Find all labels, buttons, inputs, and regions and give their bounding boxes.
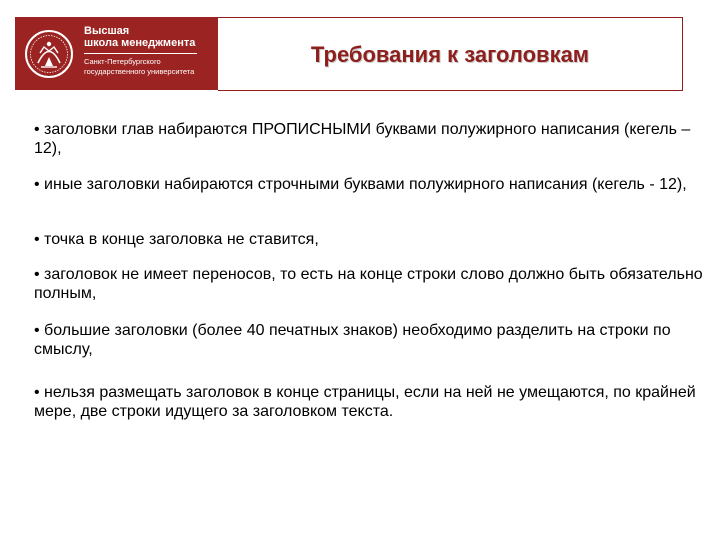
logo-wordmark: [84, 25, 197, 76]
list-item: • заголовок не имеет переносов, то есть на конце строки слово должно быть обязательно полным,: [34, 266, 703, 302]
list-item: • большие заголовки (более 40 печатных знаков) необходимо разделить на строки по смыслу,: [34, 322, 671, 358]
page-title: Требования к заголовкам: [310, 42, 590, 67]
logo-line-2: школа менеджмента: [84, 37, 196, 49]
university-logo: [15, 17, 218, 90]
list-item: • точка в конце заголовка не ставится,: [34, 231, 319, 248]
list-item: • иные заголовки набираются строчными буквами полужирного написания (кегель - 12),: [34, 176, 687, 193]
list-item: • заголовки глав набираются ПРОПИСНЫМИ буквами полужирного написания (кегель – 12),: [34, 121, 691, 157]
logo-divider: [84, 53, 197, 54]
logo-line-1: Высшая: [84, 25, 130, 37]
logo-line-3: Санкт-Петербургского: [84, 57, 161, 66]
list-item: • нельзя размещать заголовок в конце страницы, если на ней не умещаются, по крайней мере, две строки идущего за заголовком текста.: [34, 384, 696, 420]
logo-line-4: государственного университета: [84, 66, 195, 76]
title-frame: [218, 17, 683, 91]
university-seal-icon: [23, 28, 75, 80]
